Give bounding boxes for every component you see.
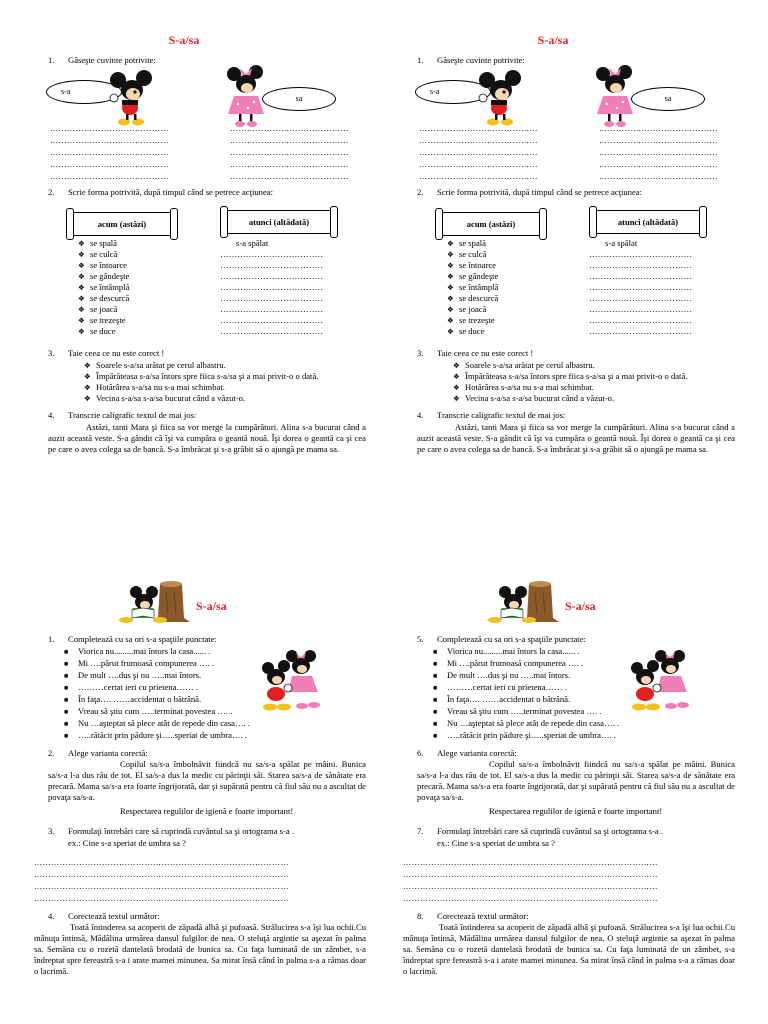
answer-line[interactable]: ……………………………………	[599, 124, 718, 133]
answer-line[interactable]: ………………………………………………………………………………	[34, 870, 289, 879]
ex1-item: ■ În faţa…. ……accidentat o bătrână.	[64, 694, 202, 704]
diamond-bullet-icon: ❖	[78, 327, 85, 336]
ex1-item: ■ Mi ….părut frumoasă compunerea …. .	[433, 658, 584, 668]
ex2-motto: Respectarea regulilor de igienă e foarte important!	[120, 806, 294, 816]
header-now: acum (astăzi)	[70, 212, 174, 236]
square-bullet-icon: ■	[433, 672, 438, 680]
answer-line[interactable]: ………………………………………………………………………………	[403, 894, 658, 903]
ex3-example: ex.: Cine s-a speriat de umbra sa ?	[68, 838, 186, 848]
q3-number: 3.	[48, 348, 55, 358]
ex2-text: Alege varianta corectă:	[437, 748, 517, 758]
answer-line[interactable]: ……………………………………	[230, 136, 349, 145]
answer-line[interactable]: ………………………………	[220, 293, 324, 303]
ex1-number: 5.	[417, 634, 424, 644]
answer-line[interactable]: ………………………………	[589, 249, 693, 259]
verb-list	[447, 238, 498, 337]
diamond-bullet-icon: ❖	[78, 239, 85, 248]
q4-number: 4.	[48, 410, 55, 420]
ex1-item: ■ De mult ….dus şi nu …..mai întors.	[433, 670, 571, 680]
ex1-item: ■ De mult ….dus şi nu …..mai întors.	[64, 670, 202, 680]
diamond-bullet-icon: ❖	[447, 250, 454, 259]
ex1-item: ■ Nu …aşteptat să plece atât de repede din casa…. .	[64, 718, 251, 728]
answer-line[interactable]: ……………………………………	[599, 148, 718, 157]
answer-line[interactable]: ………………………………………………………………………………	[403, 882, 658, 891]
answer-line[interactable]: ………………………………………………………………………………	[403, 870, 658, 879]
ex4-paragraph: Toată întinderea sa acoperit de zăpadă albă şi pufoasă. Strălucirea s-a îşi lua ochii.Cu mânuţa întinsă, Mădălina urmărea dansul fulgilor de nea. O steluţă argintie sa aşezat în palma sa. Semăna cu o rozetă dantelată brodată de bunica sa. Cu faţa luminată de un zâmbet, s-a îndreptat spre fereastră s-a i arate mamei minunea. Sa mirat însă când în palma s-a a rămas doar o lacrimă.	[34, 922, 366, 976]
ex1-number: 1.	[48, 634, 55, 644]
q1-text: Găseşte cuvinte potrivite:	[437, 55, 525, 65]
answer-column	[220, 238, 323, 337]
header-then: atunci (altădată)	[224, 210, 334, 234]
worksheet-right	[369, 0, 737, 1024]
q3-list	[453, 360, 687, 404]
diamond-bullet-icon: ❖	[84, 394, 91, 403]
diamond-bullet-icon: ❖	[447, 283, 454, 292]
verb-item: ❖ se trezeşte	[78, 315, 126, 325]
square-bullet-icon: ■	[433, 648, 438, 656]
diamond-bullet-icon: ❖	[453, 361, 460, 370]
square-bullet-icon: ■	[64, 672, 69, 680]
stump-reader-icon	[485, 578, 561, 624]
answer-line[interactable]: ………………………………	[589, 271, 693, 281]
answer-line[interactable]: ……………………………………	[230, 160, 349, 169]
answer-line[interactable]: ……………………………………	[419, 148, 538, 157]
ex3-text: Formulaţi întrebări care să cuprindă cuvântul sa şi ortograma s-a .	[68, 826, 294, 836]
diamond-bullet-icon: ❖	[453, 394, 460, 403]
q4-text: Transcrie caligrafic textul de mai jos:	[68, 410, 197, 420]
page-title-2: S-a/sa	[196, 599, 227, 613]
verb-item: ❖ se spală	[447, 238, 486, 248]
ex1-item: ■ Viorica nu.........mai întors la casa...... .	[433, 646, 580, 656]
answer-line[interactable]: ………………………………	[589, 304, 693, 314]
ex1-item: ■ ………certat ieri cu prietena…… .	[433, 682, 568, 692]
q1-text: Găseşte cuvinte potrivite:	[68, 55, 156, 65]
q3-item: ❖ Împărăteasa s-a/sa întors spre fiica s-a/sa şi a mai privit-o o dată.	[84, 371, 319, 381]
answer-line[interactable]: ……………………………………	[599, 136, 718, 145]
q4-paragraph: Astăzi, tanti Mara şi fiica sa vor merge la cumpărături. Alina s-a bucurat când a auzit această veste. S-a gândit că îşi va cumpăra o geantă nouă. Îşi dorea o geantă ca şi cea pe care o avea colega sa de bancă. S-a îmbrăcat şi s-a grăbit să o ajungă pe mama sa.	[417, 422, 735, 454]
answer-line[interactable]: ………………………………………………………………………………	[403, 858, 658, 867]
q3-text: Taie ceea ce nu este corect !	[437, 348, 534, 358]
verb-item: ❖ se întâmplă	[78, 282, 130, 292]
q1-number: 1.	[417, 55, 424, 65]
ex1-item: ■ ………certat ieri cu prietena…… .	[64, 682, 199, 692]
q3-text: Taie ceea ce nu este corect !	[68, 348, 165, 358]
mickey-icon	[106, 70, 158, 128]
speech-bubble-sa: sa	[631, 87, 705, 111]
answer-line[interactable]: ……………………………………	[230, 172, 349, 181]
verb-item: ❖ se întoarce	[447, 260, 496, 270]
answer-line[interactable]: ………………………………	[220, 249, 324, 259]
verb-item: ❖ se gândeşte	[447, 271, 499, 281]
diamond-bullet-icon: ❖	[447, 294, 454, 303]
answer-line[interactable]: ………………………………	[589, 293, 693, 303]
square-bullet-icon: ■	[64, 648, 69, 656]
ex1-list	[64, 646, 250, 742]
minnie-icon	[224, 64, 270, 128]
ex1-text: Completează cu sa ori s-a spaţiile punctate:	[68, 634, 217, 644]
q1-number: 1.	[48, 55, 55, 65]
square-bullet-icon: ■	[64, 708, 69, 716]
verb-item: ❖ se duce	[78, 326, 116, 336]
q3-item: ❖ Împărăteasa s-a/sa întors spre fiica s-a/sa şi a mai privit-o o dată.	[453, 371, 688, 381]
answer-column	[589, 238, 692, 337]
diamond-bullet-icon: ❖	[78, 272, 85, 281]
answer-line[interactable]: ……………………………………	[50, 136, 169, 145]
answer-line[interactable]: ……………………………………	[50, 124, 169, 133]
square-bullet-icon: ■	[64, 684, 69, 692]
square-bullet-icon: ■	[64, 660, 69, 668]
ex1-item: ■ …..rătăcit prin pădure şi…..speriat de umbra…. .	[64, 730, 247, 740]
answer-line[interactable]: ………………………………	[589, 315, 693, 325]
answer-line[interactable]: ……………………………………	[50, 148, 169, 157]
square-bullet-icon: ■	[64, 732, 69, 740]
answer-line[interactable]: ………………………………	[220, 315, 324, 325]
ex1-item: ■ Vreau să ştiu cum …..terminat povestea …. .	[64, 706, 233, 716]
ex1-item: ■ Vreau să ştiu cum …..terminat povestea …. .	[433, 706, 602, 716]
q2-text: Scrie forma potrivită, după timpul când se petrece acţiunea:	[68, 187, 273, 197]
ex4-text: Corectează textul următor:	[68, 911, 160, 921]
header-now: acum (astăzi)	[439, 212, 543, 236]
page-title: S-a/sa	[537, 33, 569, 47]
verb-list	[78, 238, 129, 337]
ex1-item: ■ În faţa…. ……accidentat o bătrână.	[433, 694, 571, 704]
header-then: atunci (altădată)	[593, 210, 703, 234]
q2-number: 2.	[417, 187, 424, 197]
q3-item: ❖ Soarele s-a/sa arătat pe cerul albastru.	[453, 360, 595, 370]
ex3-number: 3.	[48, 826, 55, 836]
q3-item: ❖ Hotărârea s-a/sa nu s-a mai schimbat.	[84, 382, 225, 392]
verb-item: ❖ se întoarce	[78, 260, 127, 270]
answer-line[interactable]: ……………………………………	[50, 172, 169, 181]
verb-item: ❖ se gândeşte	[78, 271, 130, 281]
ex1-list	[433, 646, 619, 742]
answer-line[interactable]: ………………………………	[220, 271, 324, 281]
answer-line[interactable]: ……………………………………	[599, 160, 718, 169]
q3-item: ❖ Vecina s-a/sa s-a/sa bucurat când a văzut-o.	[453, 393, 615, 403]
diamond-bullet-icon: ❖	[78, 294, 85, 303]
answer-line[interactable]: ………………………………	[589, 282, 693, 292]
diamond-bullet-icon: ❖	[447, 305, 454, 314]
answer-line[interactable]: ………………………………	[589, 260, 693, 270]
page-title-2: S-a/sa	[565, 599, 596, 613]
speech-bubble-sa-hyphen: s-a	[46, 80, 122, 104]
q2-text: Scrie forma potrivită, după timpul când se petrece acţiunea:	[437, 187, 642, 197]
diamond-bullet-icon: ❖	[447, 261, 454, 270]
diamond-bullet-icon: ❖	[453, 383, 460, 392]
verb-item: ❖ se descurcă	[78, 293, 130, 303]
verb-item: ❖ se joacă	[78, 304, 118, 314]
diamond-bullet-icon: ❖	[84, 383, 91, 392]
verb-item: ❖ se întâmplă	[447, 282, 499, 292]
diamond-bullet-icon: ❖	[84, 361, 91, 370]
answer-line[interactable]: ……………………………………	[230, 124, 349, 133]
speech-bubble-sa-hyphen: s-a	[415, 80, 491, 104]
q3-item: ❖ Hotărârea s-a/sa nu s-a mai schimbat.	[453, 382, 594, 392]
q3-item: ❖ Vecina s-a/sa s-a/sa bucurat când a văzut-o.	[84, 393, 246, 403]
q4-number: 4.	[417, 410, 424, 420]
diamond-bullet-icon: ❖	[78, 250, 85, 259]
square-bullet-icon: ■	[64, 720, 69, 728]
answer-line[interactable]: ………………………………………………………………………………	[34, 882, 289, 891]
q4-paragraph: Astăzi, tanti Mara şi fiica sa vor merge la cumpărături. Alina s-a bucurat când a auzit această veste. S-a gândit că îşi va cumpăra o geantă nouă. Îşi dorea o geantă ca şi cea pe care o avea colega sa de bancă. S-a îmbrăcat şi s-a grăbit să o ajungă pe mama sa.	[48, 422, 366, 454]
ex1-item: ■ Viorica nu.........mai întors la casa...... .	[64, 646, 211, 656]
square-bullet-icon: ■	[433, 708, 438, 716]
answer-example: s-a spălat	[605, 238, 638, 248]
verb-item: ❖ se descurcă	[447, 293, 499, 303]
answer-line[interactable]: ……………………………………	[50, 160, 169, 169]
answer-line[interactable]: ……………………………………	[599, 172, 718, 181]
square-bullet-icon: ■	[433, 720, 438, 728]
answer-line[interactable]: ……………………………………	[419, 136, 538, 145]
speech-bubble-sa: sa	[262, 87, 336, 111]
stump-reader-icon	[116, 578, 192, 624]
ex4-number: 4.	[48, 911, 55, 921]
q3-item: ❖ Soarele s-a/sa arătat pe cerul albastru.	[84, 360, 226, 370]
answer-line[interactable]: ………………………………	[220, 260, 324, 270]
ex4-number: 8.	[417, 911, 424, 921]
square-bullet-icon: ■	[433, 696, 438, 704]
answer-line[interactable]: ………………………………………………………………………………	[34, 858, 289, 867]
answer-line[interactable]: ………………………………	[220, 282, 324, 292]
diamond-bullet-icon: ❖	[84, 372, 91, 381]
answer-line[interactable]: ………………………………	[220, 304, 324, 314]
answer-line[interactable]: ………………………………	[589, 326, 693, 336]
diamond-bullet-icon: ❖	[447, 239, 454, 248]
verb-item: ❖ se culcă	[78, 249, 118, 259]
ex4-paragraph: Toată întinderea sa acoperit de zăpadă albă şi pufoasă. Strălucirea s-a îşi lua ochii.Cu mânuţa întinsă, Mădălina urmărea dansul fulgilor de nea. O steluţă argintie sa aşezat în palma sa. Semăna cu o rozetă dantelată brodată de bunica sa. Cu faţa luminată de un zâmbet, s-a îndreptat spre fereastră s-a i arate mamei minunea. Sa mirat însă când în palma s-a a rămas doar o lacrimă.	[403, 922, 735, 976]
ex3-text: Formulaţi întrebări care să cuprindă cuvântul sa şi ortograma s-a .	[437, 826, 663, 836]
ex1-item: ■ Nu …aşteptat să plece atât de repede din casa…. .	[433, 718, 620, 728]
minnie-icon	[593, 64, 639, 128]
answer-line[interactable]: ……………………………………	[419, 172, 538, 181]
verb-item: ❖ se culcă	[447, 249, 487, 259]
mickey-minnie-icon	[627, 650, 691, 712]
verb-item: ❖ se duce	[447, 326, 485, 336]
answer-example: s-a spălat	[236, 238, 269, 248]
answer-line[interactable]: ……………………………………	[419, 160, 538, 169]
ex1-text: Completează cu sa ori s-a spaţiile punctate:	[437, 634, 586, 644]
verb-item: ❖ se spală	[78, 238, 117, 248]
worksheet-left	[0, 0, 368, 1024]
verb-item: ❖ se joacă	[447, 304, 487, 314]
diamond-bullet-icon: ❖	[453, 372, 460, 381]
ex1-item: ■ …..rătăcit prin pădure şi…..speriat de umbra…. .	[433, 730, 616, 740]
answer-line[interactable]: ……………………………………	[419, 124, 538, 133]
diamond-bullet-icon: ❖	[447, 272, 454, 281]
diamond-bullet-icon: ❖	[78, 261, 85, 270]
ex2-paragraph: Copilul sa/s-a îmbolnăvit fiindcă nu sa/s-a spălat pe mâini. Bunica sa/s-a l-a dus rău de tot. El sa/s-a dus la medic cu părinţii săi. Starea sa/s-a de sănătate era precară. Mama sa/s-a era foarte îngrijorată, dar şi supărată pentru că fiul său nu a ascultat de povaţa sa/s-a.	[48, 759, 366, 802]
answer-line[interactable]: ………………………………	[220, 326, 324, 336]
ex2-motto: Respectarea regulilor de igienă e foarte important!	[489, 806, 663, 816]
verb-item: ❖ se trezeşte	[447, 315, 495, 325]
ex2-paragraph: Copilul sa/s-a îmbolnăvit fiindcă nu sa/s-a spălat pe mâini. Bunica sa/s-a l-a dus rău de tot. El sa/s-a dus la medic cu părinţii săi. Starea sa/s-a de sănătate era precară. Mama sa/s-a era foarte îngrijorată, dar şi supărată pentru că fiul său nu a ascultat de povaţa sa/s-a.	[417, 759, 735, 802]
answer-line[interactable]: ……………………………………	[230, 148, 349, 157]
q3-number: 3.	[417, 348, 424, 358]
diamond-bullet-icon: ❖	[78, 283, 85, 292]
diamond-bullet-icon: ❖	[447, 316, 454, 325]
square-bullet-icon: ■	[64, 696, 69, 704]
diamond-bullet-icon: ❖	[78, 316, 85, 325]
ex4-text: Corectează textul următor:	[437, 911, 529, 921]
mickey-minnie-icon	[258, 650, 322, 712]
ex2-number: 2.	[48, 748, 55, 758]
ex1-item: ■ Mi ….părut frumoasă compunerea …. .	[64, 658, 215, 668]
diamond-bullet-icon: ❖	[447, 327, 454, 336]
ex3-example: ex.: Cine s-a speriat de umbra sa ?	[437, 838, 555, 848]
ex2-number: 6.	[417, 748, 424, 758]
q2-number: 2.	[48, 187, 55, 197]
diamond-bullet-icon: ❖	[78, 305, 85, 314]
q3-list	[84, 360, 318, 404]
mickey-icon	[475, 70, 527, 128]
page-title: S-a/sa	[168, 33, 200, 47]
square-bullet-icon: ■	[433, 660, 438, 668]
ex3-number: 7.	[417, 826, 424, 836]
square-bullet-icon: ■	[433, 684, 438, 692]
q4-text: Transcrie caligrafic textul de mai jos:	[437, 410, 566, 420]
ex2-text: Alege varianta corectă:	[68, 748, 148, 758]
square-bullet-icon: ■	[433, 732, 438, 740]
answer-line[interactable]: ………………………………………………………………………………	[34, 894, 289, 903]
